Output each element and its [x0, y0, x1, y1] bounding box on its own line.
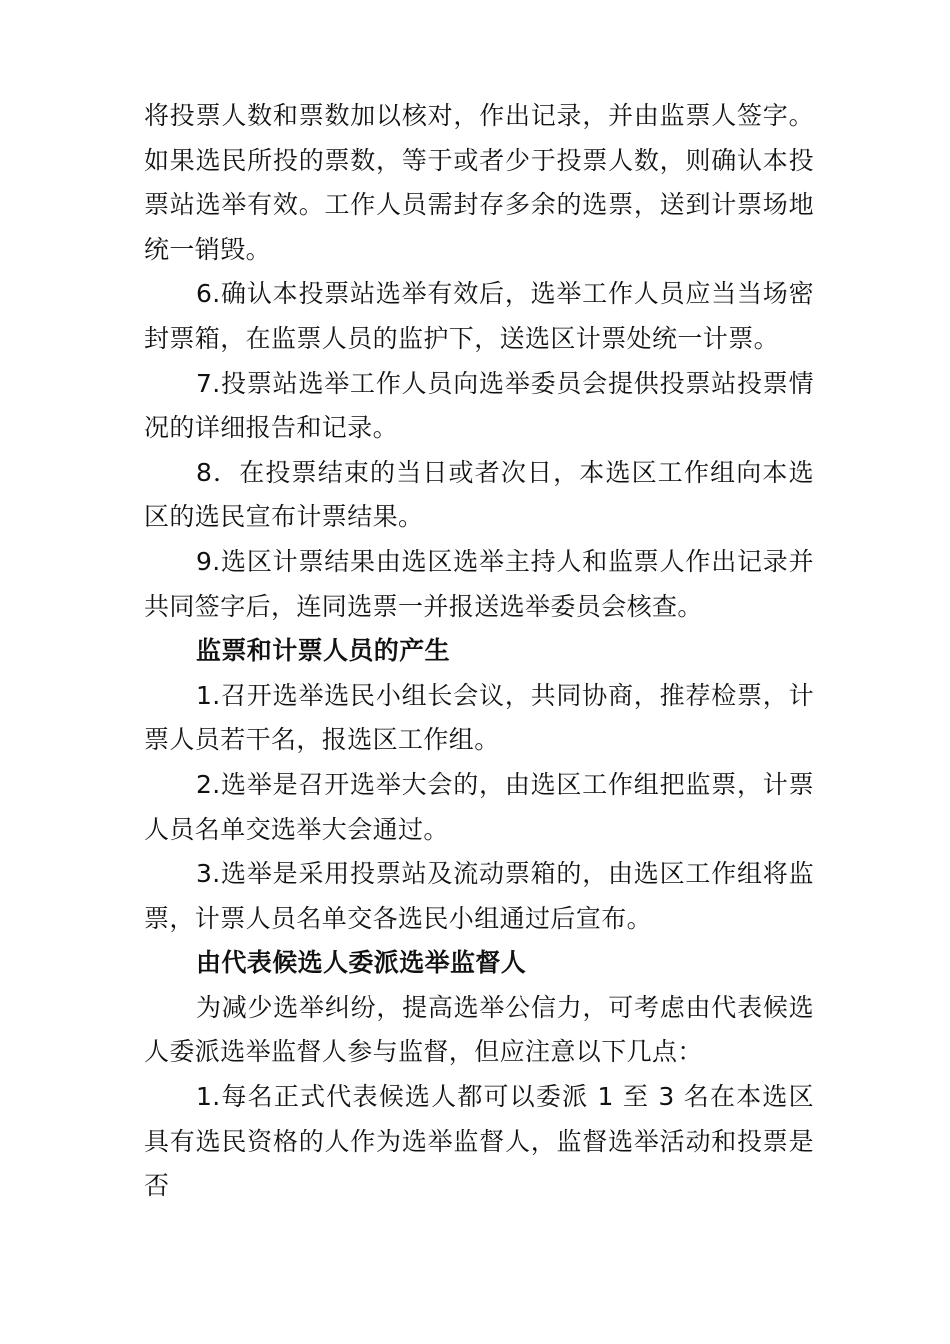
paragraph-item-9: 9.选区计票结果由选区选举主持人和监票人作出记录并共同签字后，连同选票一并报送选举委员会核查。: [144, 546, 814, 621]
section1-item-1: 1.召开选举选民小组长会议，共同协商，推荐检票，计票人员若干名，报选区工作组。: [144, 680, 814, 755]
section-heading-tellers: 监票和计票人员的产生: [196, 636, 451, 666]
document-body: [144, 94, 814, 1209]
section1-item-3: 3.选举是采用投票站及流动票箱的，由选区工作组将监票，计票人员名单交各选民小组通过后宣布。: [144, 859, 814, 933]
section-heading-supervisors: 由代表候选人委派选举监督人: [196, 948, 527, 978]
paragraph-vote-verification: 将投票人数和票数加以核对，作出记录，并由监票人签字。如果选民所投的票数，等于或者少于投票人数，则确认本投票站选举有效。工作人员需封存多余的选票，送到计票场地统一销毁。: [144, 101, 814, 264]
paragraph-item-8: 8．在投票结束的当日或者次日，本选区工作组向本选区的选民宣布计票结果。: [144, 457, 814, 532]
paragraph-item-7: 7.投票站选举工作人员向选举委员会提供投票站投票情况的详细报告和记录。: [144, 368, 814, 443]
section2-intro: 为减少选举纠纷，提高选举公信力，可考虑由代表候选人委派选举监督人参与监督，但应注意以下几点：: [144, 992, 814, 1067]
section2-item-1: 1.每名正式代表候选人都可以委派 1 至 3 名在本选区具有选民资格的人作为选举监督人，监督选举活动和投票是否: [144, 1082, 814, 1201]
section1-item-2: 2.选举是召开选举大会的，由选区工作组把监票，计票人员名单交选举大会通过。: [144, 769, 814, 844]
paragraph-item-6: 6.确认本投票站选举有效后，选举工作人员应当当场密封票箱，在监票人员的监护下，送选区计票处统一计票。: [144, 279, 814, 353]
